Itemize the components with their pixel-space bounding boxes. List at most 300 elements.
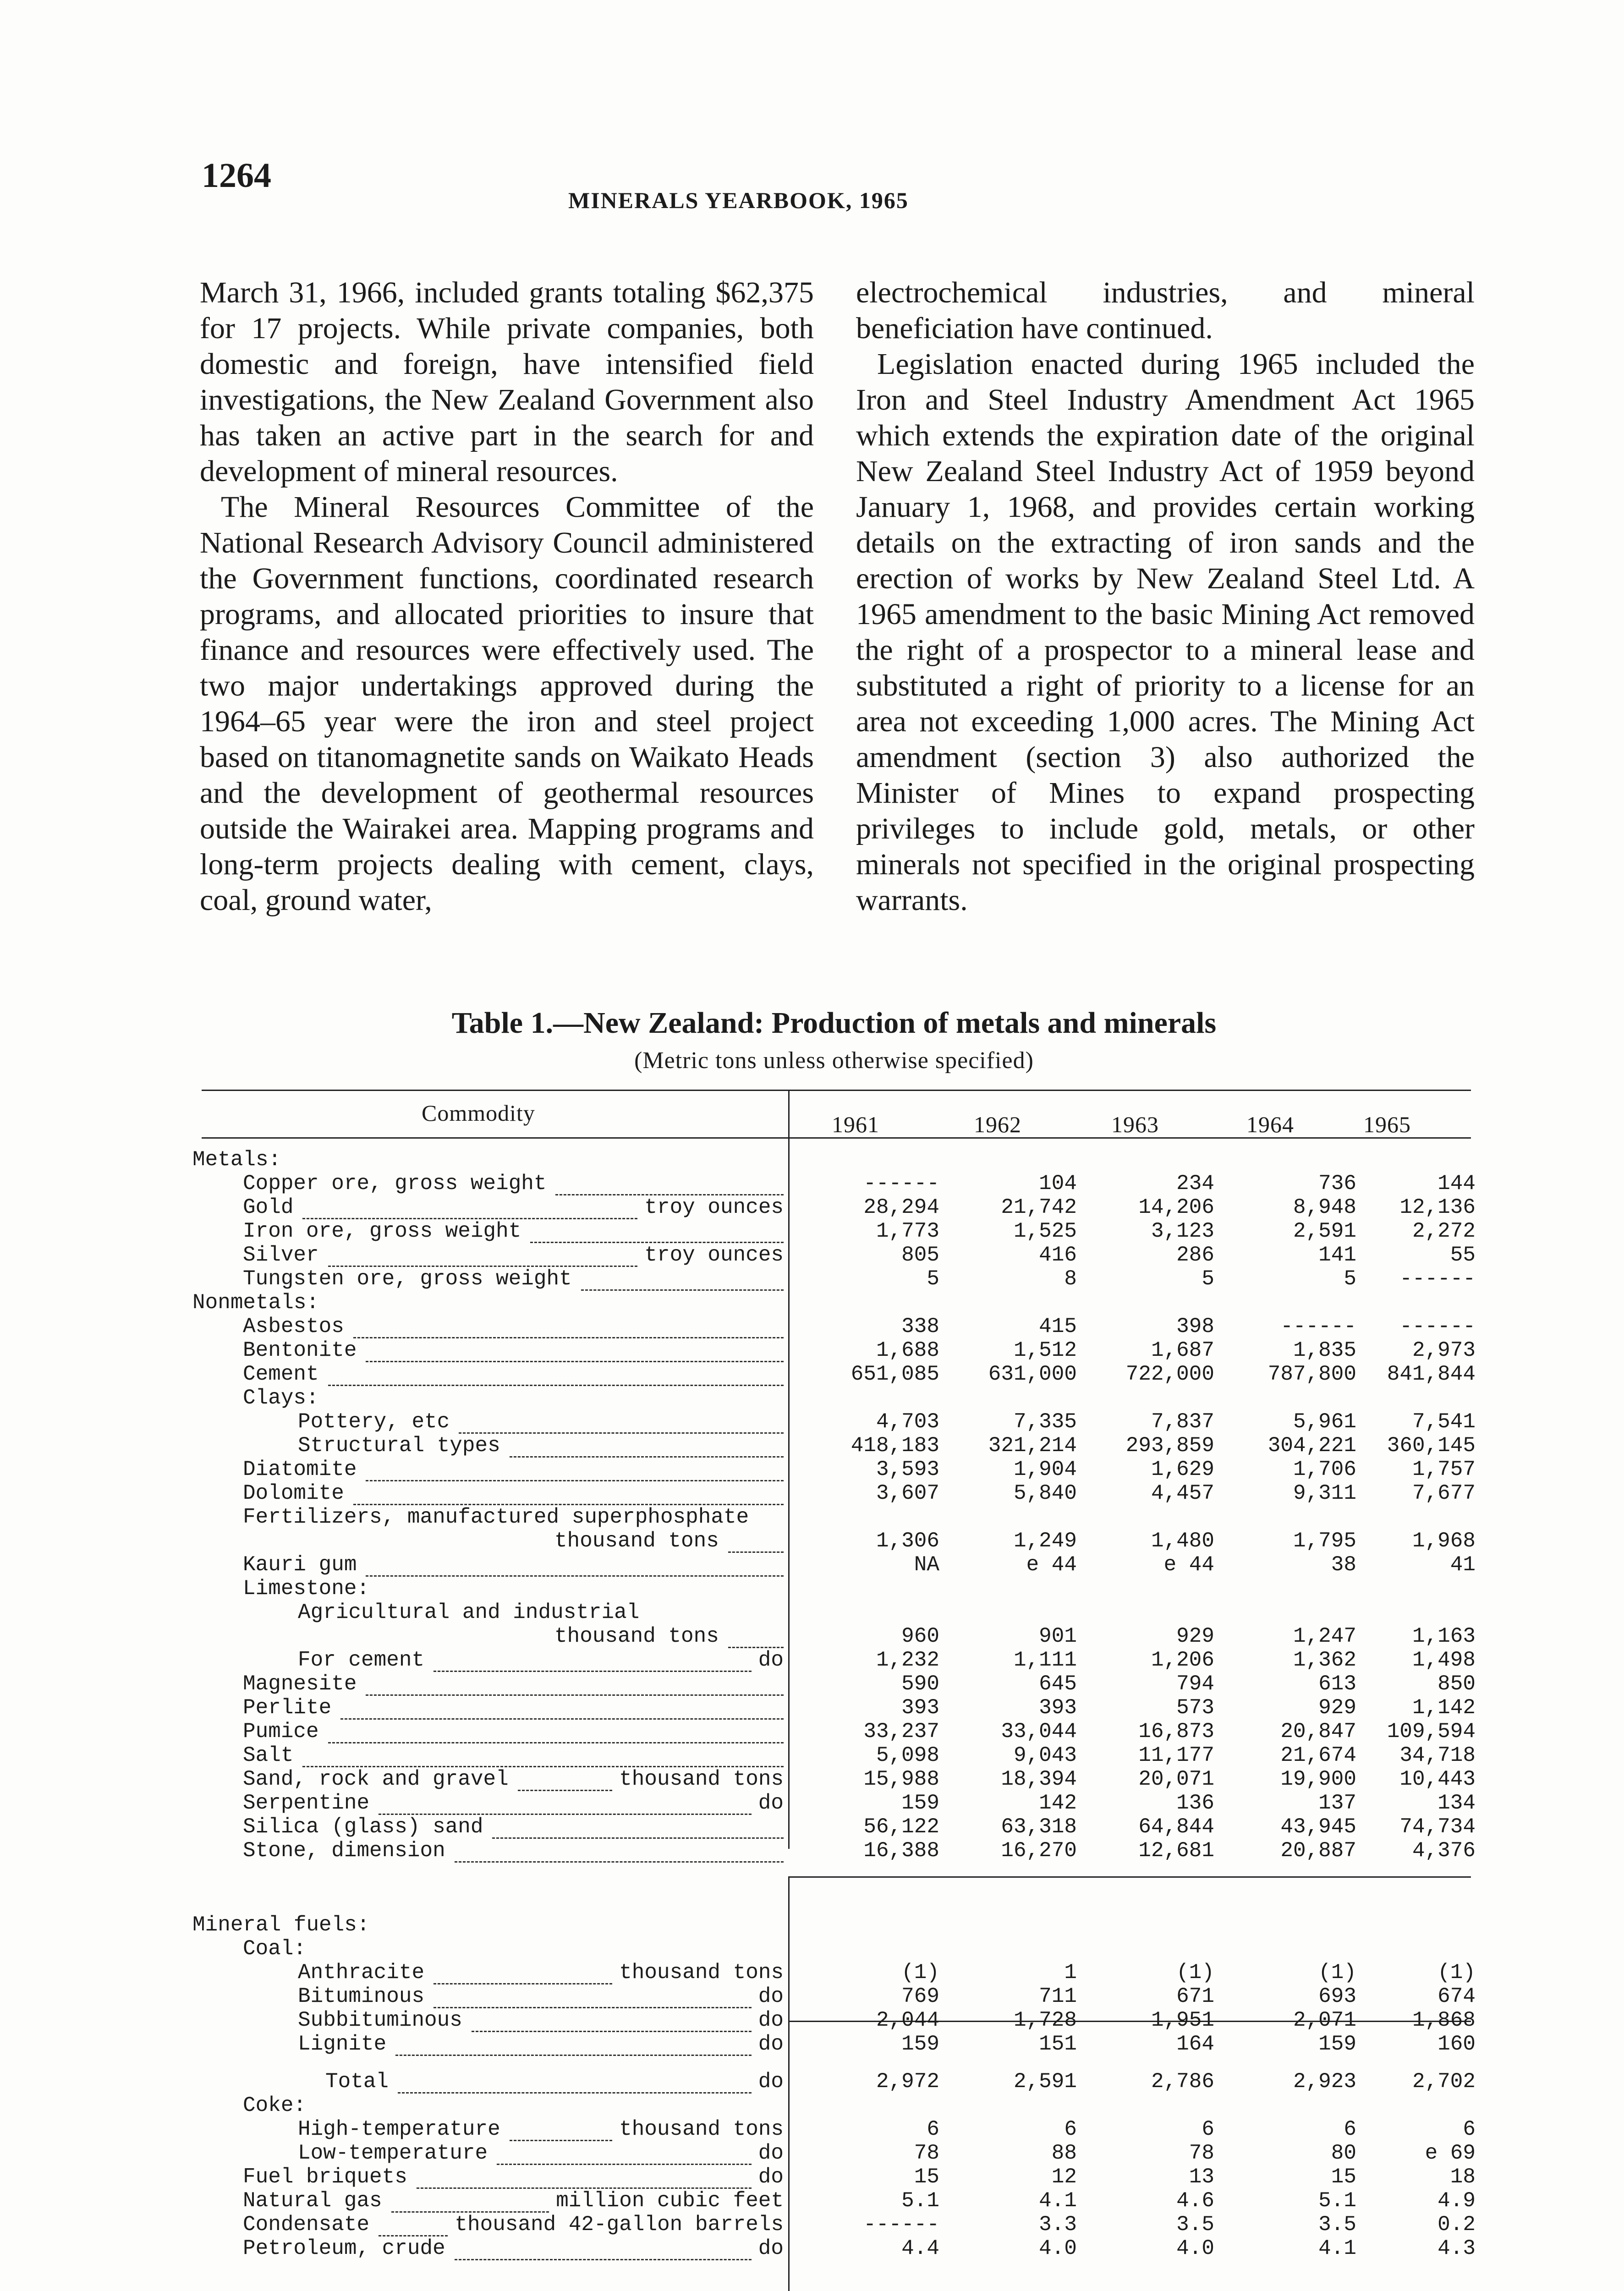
cell-1965: 160 (1437, 2032, 1476, 2056)
cell-1961: 4,703 (876, 1410, 939, 1434)
row-unit: troy ounces (644, 1195, 784, 1219)
cell-1962: 1,111 (1013, 1648, 1077, 1672)
dot-leader (459, 1410, 784, 1434)
row-label: Mineral fuels: (192, 1913, 370, 1937)
cell-1961: (1) (901, 1961, 939, 1984)
table-row (179, 1243, 1476, 1267)
cell-1962: 63,318 (1001, 1815, 1077, 1839)
cell-1961: 5 (927, 1267, 939, 1291)
row-label: Bituminous (298, 1984, 425, 2008)
table-row (179, 1720, 1476, 1743)
cell-1961: 960 (901, 1624, 939, 1648)
row-label: For cement (298, 1648, 425, 1672)
cell-1962: 9,043 (1013, 1743, 1077, 1767)
cell-1962: 321,214 (988, 1434, 1077, 1458)
cell-1962: 393 (1039, 1696, 1077, 1720)
table-row (179, 1267, 1476, 1291)
cell-1965: 12,136 (1399, 1195, 1476, 1219)
cell-1962: 645 (1039, 1672, 1077, 1696)
cell-1965: 134 (1437, 1791, 1476, 1815)
table-row (179, 1219, 1476, 1243)
production-table (179, 0, 1476, 2291)
cell-1965: 7,541 (1412, 1410, 1476, 1434)
cell-1965: 18 (1450, 2165, 1476, 2189)
cell-1964: 2,591 (1293, 1219, 1356, 1243)
cell-1963: 722,000 (1125, 1362, 1214, 1386)
table-row (179, 1481, 1476, 1505)
table-row (179, 1195, 1476, 1219)
column-header-1964: 1964 (1246, 1112, 1294, 1137)
cell-1964: 3.5 (1318, 2213, 1356, 2236)
table-row (179, 1672, 1476, 1696)
cell-1965: 74,734 (1399, 1815, 1476, 1839)
row-label: Kauri gum (243, 1553, 357, 1577)
table-row (179, 1961, 1476, 1984)
cell-1965: 1,868 (1412, 2008, 1476, 2032)
table-row (179, 2070, 1476, 2094)
cell-1964: 43,945 (1280, 1815, 1356, 1839)
dot-leader (433, 1648, 752, 1672)
row-unit: do (758, 2236, 784, 2260)
cell-1962: 151 (1039, 2032, 1077, 2056)
cell-1962: 711 (1039, 1984, 1077, 2008)
cell-1964: 613 (1318, 1672, 1356, 1696)
paragraph: The Mineral Resources Committee of the National Research Advisory Council administered the Government functions, coordinated research programs, and allocated priorities to insure that finance and resources were effectively used. The two major undertakings approved during the 1964–65 year were the iron and steel project based on titanomagnetite sands on Waikato Heads and the development of geothermal resources outside the Wairakei area. Mapping programs and long-term projects dealing with cement, clays, coal, ground water, (200, 490, 814, 917)
cell-1962: 18,394 (1001, 1767, 1077, 1791)
cell-1961: 3,593 (876, 1458, 939, 1481)
row-label: Tungsten ore, gross weight (243, 1267, 572, 1291)
table-row (179, 1148, 1476, 1172)
cell-1963: 20,071 (1138, 1767, 1214, 1791)
row-label: Magnesite (243, 1672, 357, 1696)
row-label: Stone, dimension (243, 1839, 445, 1863)
cell-1965: 41 (1450, 1553, 1476, 1577)
cell-1961: 6 (927, 2117, 939, 2141)
row-unit: million cubic feet (556, 2189, 784, 2213)
dot-leader (366, 1458, 784, 1481)
dot-leader (340, 1696, 784, 1720)
cell-1962: 901 (1039, 1624, 1077, 1648)
row-label: Sand, rock and gravel (243, 1767, 509, 1791)
cell-1963: 13 (1189, 2165, 1214, 2189)
row-label: Agricultural and industrial (298, 1600, 640, 1624)
row-unit: thousand tons (619, 1961, 784, 1984)
cell-1965: 109,594 (1387, 1720, 1476, 1743)
paragraph: March 31, 1966, included grants totaling $62,375 for 17 projects. While private companies, both domestic and foreign, have intensified field investigations, the New Zealand Government also has taken an active part in the search for and development of mineral resources. (200, 276, 814, 488)
row-label: Serpentine (243, 1791, 370, 1815)
table-row (179, 1553, 1476, 1577)
cell-1963: 7,837 (1151, 1410, 1214, 1434)
cell-1964: 787,800 (1267, 1362, 1356, 1386)
row-label: Iron ore, gross weight (243, 1219, 521, 1243)
row-label: Anthracite (298, 1961, 425, 1984)
cell-1963: 3.5 (1176, 2213, 1214, 2236)
cell-1962: e 44 (1026, 1553, 1077, 1577)
cell-1964: 1,835 (1293, 1338, 1356, 1362)
cell-1961: NA (914, 1553, 939, 1577)
cell-1961: 590 (901, 1672, 939, 1696)
cell-1962: 16,270 (1001, 1839, 1077, 1863)
cell-1961: 16,388 (863, 1839, 939, 1863)
dot-leader (391, 2189, 549, 2213)
cell-1963: 12,681 (1138, 1839, 1214, 1863)
cell-1964: 15 (1331, 2165, 1356, 2189)
dot-leader (353, 1315, 784, 1338)
column-header-commodity: Commodity (422, 1100, 535, 1126)
row-label: Asbestos (243, 1315, 344, 1338)
table-row (179, 2094, 1476, 2117)
cell-1962: 415 (1039, 1315, 1077, 1338)
cell-1965: (1) (1437, 1961, 1476, 1984)
row-label: thousand tons (554, 1624, 719, 1648)
cell-1961: 159 (901, 2032, 939, 2056)
cell-1965: 6 (1463, 2117, 1476, 2141)
row-label: Dolomite (243, 1481, 344, 1505)
cell-1965: 2,973 (1412, 1338, 1476, 1362)
row-unit: troy ounces (644, 1243, 784, 1267)
dot-leader (379, 2213, 448, 2236)
dot-leader (455, 1839, 784, 1863)
table-row (179, 1600, 1476, 1624)
row-label: Structural types (298, 1434, 500, 1458)
dot-leader (555, 1172, 784, 1195)
cell-1961: 5,098 (876, 1743, 939, 1767)
row-label: Silica (glass) sand (243, 1815, 483, 1839)
cell-1963: 671 (1176, 1984, 1214, 2008)
cell-1964: 8,948 (1293, 1195, 1356, 1219)
dot-leader (455, 2236, 752, 2260)
cell-1961: 4.4 (901, 2236, 939, 2260)
table-row (179, 2141, 1476, 2165)
dot-leader (581, 1267, 784, 1291)
cell-1962: 8 (1064, 1267, 1077, 1291)
cell-1965: 360,145 (1387, 1434, 1476, 1458)
cell-1962: 1 (1064, 1961, 1077, 1984)
table-row (179, 1577, 1476, 1600)
cell-1965: 2,702 (1412, 2070, 1476, 2094)
row-label: Perlite (243, 1696, 332, 1720)
cell-1964: 693 (1318, 1984, 1356, 2008)
cell-1963: 234 (1176, 1172, 1214, 1195)
cell-1962: 3.3 (1039, 2213, 1077, 2236)
row-label: Cement (243, 1362, 319, 1386)
cell-1961: 651,085 (850, 1362, 939, 1386)
dot-leader (366, 1338, 784, 1362)
cell-1963: 573 (1176, 1696, 1214, 1720)
row-label: Pumice (243, 1720, 319, 1743)
dot-leader (518, 1767, 613, 1791)
table-row (179, 1315, 1476, 1338)
cell-1964: 38 (1331, 1553, 1356, 1577)
row-label: Gold (243, 1195, 294, 1219)
cell-1964: (1) (1318, 1961, 1356, 1984)
cell-1963: 78 (1189, 2141, 1214, 2165)
cell-1964: 6 (1344, 2117, 1356, 2141)
cell-1963: 293,859 (1125, 1434, 1214, 1458)
cell-1961: 2,044 (876, 2008, 939, 2032)
cell-1965: 10,443 (1399, 1767, 1476, 1791)
cell-1963: 64,844 (1138, 1815, 1214, 1839)
dot-leader (379, 1791, 752, 1815)
row-label: Bentonite (243, 1338, 357, 1362)
cell-1963: 164 (1176, 2032, 1214, 2056)
table-row (179, 1696, 1476, 1720)
cell-1963: 398 (1176, 1315, 1214, 1338)
cell-1963: 14,206 (1138, 1195, 1214, 1219)
cell-1965: 2,272 (1412, 1219, 1476, 1243)
row-label: Metals: (192, 1148, 281, 1172)
dot-leader (398, 2070, 752, 2094)
cell-1961: 1,688 (876, 1338, 939, 1362)
dot-leader (366, 1672, 784, 1696)
row-unit: thousand 42-gallon barrels (455, 2213, 784, 2236)
table-row (179, 2032, 1476, 2056)
cell-1962: 33,044 (1001, 1720, 1077, 1743)
row-label: Limestone: (243, 1577, 370, 1600)
cell-1963: 4,457 (1151, 1481, 1214, 1505)
table-row (179, 1624, 1476, 1648)
cell-1964: 1,362 (1293, 1648, 1356, 1672)
dot-leader (328, 1720, 784, 1743)
dot-leader (328, 1243, 638, 1267)
cell-1963: 929 (1176, 1624, 1214, 1648)
cell-1964: 929 (1318, 1696, 1356, 1720)
cell-1965: 1,163 (1412, 1624, 1476, 1648)
cell-1964: 304,221 (1267, 1434, 1356, 1458)
row-unit: do (758, 2165, 784, 2189)
row-label: Copper ore, gross weight (243, 1172, 547, 1195)
dot-leader (492, 1815, 784, 1839)
cell-1963: 5 (1202, 1267, 1214, 1291)
cell-1965: 55 (1450, 1243, 1476, 1267)
cell-1964: ------ (1280, 1315, 1356, 1338)
table-row (179, 1743, 1476, 1767)
row-label: Salt (243, 1743, 294, 1767)
row-label: Low-temperature (298, 2141, 488, 2165)
cell-1965: 841,844 (1387, 1362, 1476, 1386)
dot-leader (395, 2032, 752, 2056)
row-label: thousand tons (554, 1529, 719, 1553)
cell-1965: 674 (1437, 1984, 1476, 2008)
dot-leader (302, 1195, 637, 1219)
cell-1961: 1,773 (876, 1219, 939, 1243)
table-row (179, 1791, 1476, 1815)
table-row (179, 1839, 1476, 1863)
cell-1961: 338 (901, 1315, 939, 1338)
cell-1965: 4,376 (1412, 1839, 1476, 1863)
cell-1965: ------ (1399, 1315, 1476, 1338)
cell-1964: 137 (1318, 1791, 1356, 1815)
table-row (179, 1984, 1476, 2008)
cell-1962: 1,525 (1013, 1219, 1077, 1243)
cell-1961: 393 (901, 1696, 939, 1720)
page-number: 1264 (202, 156, 271, 195)
cell-1961: ------ (863, 1172, 939, 1195)
row-unit: do (758, 1648, 784, 1672)
cell-1965: 0.2 (1437, 2213, 1476, 2236)
cell-1963: 6 (1202, 2117, 1214, 2141)
dot-leader (366, 1553, 784, 1577)
cell-1964: 141 (1318, 1243, 1356, 1267)
cell-1963: 4.0 (1176, 2236, 1214, 2260)
cell-1965: 850 (1437, 1672, 1476, 1696)
cell-1963: 1,951 (1151, 2008, 1214, 2032)
row-label: Coke: (243, 2094, 307, 2117)
paragraph: electrochemical industries, and mineral beneficiation have continued. (856, 276, 1475, 345)
row-label: Nonmetals: (192, 1291, 319, 1315)
cell-1963: 16,873 (1138, 1720, 1214, 1743)
cell-1965: 1,498 (1412, 1648, 1476, 1672)
cell-1963: 136 (1176, 1791, 1214, 1815)
cell-1963: 794 (1176, 1672, 1214, 1696)
row-unit: do (758, 1791, 784, 1815)
paragraph: Legislation enacted during 1965 included the Iron and Steel Industry Amendment Act 1965 which extends the expiration date of the original New Zealand Steel Industry Act of 1959 beyond January 1, 1968, and provides certain working details on the extracting of iron sands and the erection of works by New Zealand Steel Ltd. A 1965 amendment to the basic Mining Act removed the right of a prospector to a mineral lease and substituted a right of priority to a license for an area not exceeding 1,000 acres. The Mining Act amendment (section 3) also authorized the Minister of Mines to expand prospecting privileges to include gold, metals, or other minerals not specified in the original prospecting warrants. (856, 347, 1475, 917)
table-row (179, 1767, 1476, 1791)
cell-1962: 631,000 (988, 1362, 1077, 1386)
cell-1962: 5,840 (1013, 1481, 1077, 1505)
cell-1965: 144 (1437, 1172, 1476, 1195)
row-label: Lignite (298, 2032, 387, 2056)
row-label: Natural gas (243, 2189, 382, 2213)
cell-1962: 4.0 (1039, 2236, 1077, 2260)
table-row (179, 1937, 1476, 1961)
cell-1961: 28,294 (863, 1195, 939, 1219)
row-label: Condensate (243, 2213, 370, 2236)
dot-leader (433, 1984, 752, 2008)
table-row (179, 1815, 1476, 1839)
row-label: Subbituminous (298, 2008, 462, 2032)
row-label: Silver (243, 1243, 319, 1267)
table-row (179, 1505, 1476, 1529)
dot-leader (728, 1624, 784, 1648)
cell-1964: 21,674 (1280, 1743, 1356, 1767)
table-row (179, 1410, 1476, 1434)
cell-1965: 4.9 (1437, 2189, 1476, 2213)
cell-1964: 80 (1331, 2141, 1356, 2165)
cell-1962: 1,728 (1013, 2008, 1077, 2032)
cell-1961: 805 (901, 1243, 939, 1267)
cell-1964: 2,071 (1293, 2008, 1356, 2032)
cell-1961: ------ (863, 2213, 939, 2236)
cell-1965: 1,968 (1412, 1529, 1476, 1553)
cell-1962: 21,742 (1001, 1195, 1077, 1219)
row-label: Coal: (243, 1937, 307, 1961)
cell-1962: 12 (1051, 2165, 1077, 2189)
cell-1964: 1,247 (1293, 1624, 1356, 1648)
table-title: Table 1.—New Zealand: Production of metals and minerals (451, 1006, 1217, 1040)
table-row (179, 1291, 1476, 1315)
cell-1965: ------ (1399, 1267, 1476, 1291)
row-label: Fertilizers, manufactured superphosphate (243, 1505, 749, 1529)
cell-1964: 1,706 (1293, 1458, 1356, 1481)
table-row (179, 2213, 1476, 2236)
table-row (179, 1172, 1476, 1195)
cell-1961: 418,183 (850, 1434, 939, 1458)
cell-1961: 5.1 (901, 2189, 939, 2213)
row-unit: do (758, 2070, 784, 2094)
dot-leader (728, 1529, 784, 1553)
cell-1962: 7,335 (1013, 1410, 1077, 1434)
cell-1963: 3,123 (1151, 1219, 1214, 1243)
cell-1963: 4.6 (1176, 2189, 1214, 2213)
row-unit: thousand tons (619, 1767, 784, 1791)
cell-1962: 142 (1039, 1791, 1077, 1815)
table-row (179, 1338, 1476, 1362)
cell-1961: 3,607 (876, 1481, 939, 1505)
table-row (179, 2117, 1476, 2141)
cell-1964: 20,847 (1280, 1720, 1356, 1743)
cell-1965: 34,718 (1399, 1743, 1476, 1767)
dot-leader (472, 2008, 752, 2032)
cell-1961: 769 (901, 1984, 939, 2008)
cell-1962: 416 (1039, 1243, 1077, 1267)
row-unit: do (758, 2032, 784, 2056)
cell-1964: 19,900 (1280, 1767, 1356, 1791)
cell-1962: 104 (1039, 1172, 1077, 1195)
column-header-1961: 1961 (832, 1112, 879, 1137)
column-header-1965: 1965 (1363, 1112, 1411, 1137)
column-header-1963: 1963 (1111, 1112, 1159, 1137)
row-label: Total (325, 2070, 389, 2094)
table-row (179, 2008, 1476, 2032)
row-label: Pottery, etc (298, 1410, 450, 1434)
dot-leader (530, 1219, 784, 1243)
cell-1964: 4.1 (1318, 2236, 1356, 2260)
row-label: Clays: (243, 1386, 319, 1410)
cell-1961: 15 (914, 2165, 939, 2189)
running-title: MINERALS YEARBOOK, 1965 (568, 187, 909, 213)
cell-1963: 2,786 (1151, 2070, 1214, 2094)
table-row (179, 2189, 1476, 2213)
cell-1961: 1,232 (876, 1648, 939, 1672)
cell-1963: 1,480 (1151, 1529, 1214, 1553)
table-row (179, 1386, 1476, 1410)
dot-leader (510, 2117, 613, 2141)
cell-1962: 2,591 (1013, 2070, 1077, 2094)
cell-1964: 20,887 (1280, 1839, 1356, 1863)
cell-1964: 159 (1318, 2032, 1356, 2056)
table-row (179, 1529, 1476, 1553)
cell-1965: 1,757 (1412, 1458, 1476, 1481)
cell-1962: 88 (1051, 2141, 1077, 2165)
cell-1964: 2,923 (1293, 2070, 1356, 2094)
cell-1963: 286 (1176, 1243, 1214, 1267)
cell-1964: 9,311 (1293, 1481, 1356, 1505)
table-row (179, 1362, 1476, 1386)
dot-leader (497, 2141, 752, 2165)
table-row (179, 1913, 1476, 1937)
row-unit: do (758, 1984, 784, 2008)
row-unit: thousand tons (619, 2117, 784, 2141)
cell-1963: 1,206 (1151, 1648, 1214, 1672)
cell-1962: 1,904 (1013, 1458, 1077, 1481)
dot-leader (417, 2165, 752, 2189)
cell-1962: 1,512 (1013, 1338, 1077, 1362)
cell-1961: 33,237 (863, 1720, 939, 1743)
cell-1962: 6 (1064, 2117, 1077, 2141)
row-label: Fuel briquets (243, 2165, 407, 2189)
cell-1965: e 69 (1425, 2141, 1476, 2165)
cell-1964: 5 (1344, 1267, 1356, 1291)
table-row (179, 1458, 1476, 1481)
cell-1964: 5.1 (1318, 2189, 1356, 2213)
cell-1962: 4.1 (1039, 2189, 1077, 2213)
cell-1961: 1,306 (876, 1529, 939, 1553)
cell-1962: 1,249 (1013, 1529, 1077, 1553)
cell-1961: 15,988 (863, 1767, 939, 1791)
table-row (179, 1434, 1476, 1458)
cell-1964: 736 (1318, 1172, 1356, 1195)
